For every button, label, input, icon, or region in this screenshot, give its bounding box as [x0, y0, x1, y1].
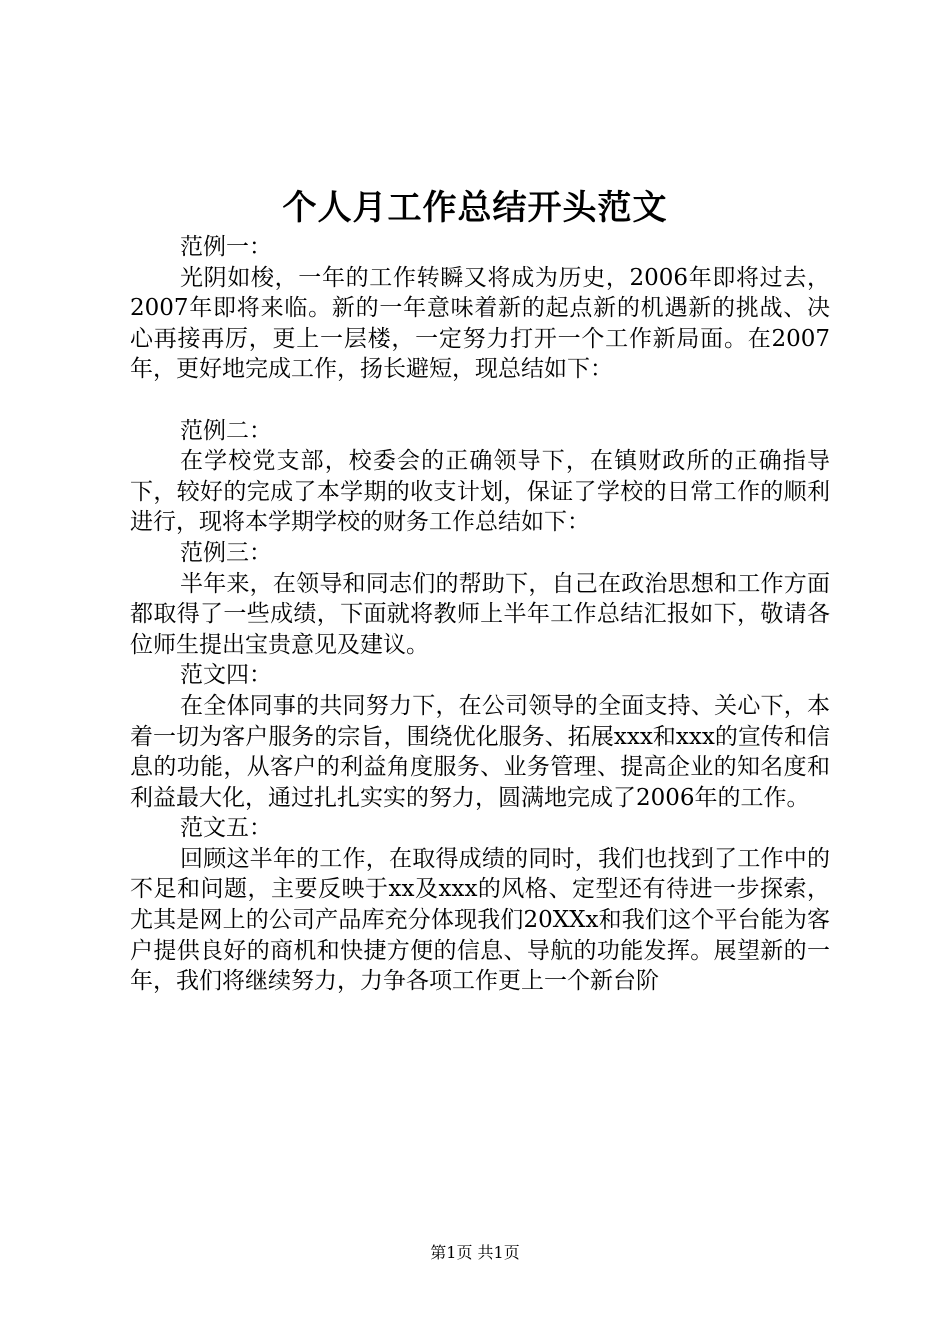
section-label-3: 范例三： — [180, 539, 272, 566]
page-footer: 第1页 共1页 — [430, 1243, 520, 1262]
document-title: 个人月工作总结开头范文 — [282, 188, 668, 228]
document-body — [130, 232, 830, 997]
section-label-5: 范文五： — [180, 815, 272, 842]
paragraph-spacer — [130, 385, 830, 416]
section-label-2: 范例二： — [180, 417, 272, 444]
section-paragraph-2: 在学校党支部，校委会的正确领导下，在镇财政所的正确指导下，较好的完成了本学期的收支计划，保证了学校的日常工作的顺利进行，现将本学期学校的财务工作总结如下： — [130, 448, 830, 536]
section-label-1: 范例一： — [180, 234, 272, 260]
section-paragraph-4: 在全体同事的共同努力下，在公司领导的全面支持、关心下，本着一切为客户服务的宗旨，围绕优化服务、拓展xxx和xxx的宣传和信息的功能，从客户的利益角度服务、业务管理、提高企业的知名度和利益最大化，通过扎扎实实的努力，圆满地完成了2006年的工作。 — [130, 692, 830, 811]
section-paragraph-1: 光阴如梭，一年的工作转瞬又将成为历史，2006年即将过去，2007年即将来临。新的一年意味着新的起点新的机遇新的挑战、决心再接再厉，更上一层楼，一定努力打开一个工作新局面。在2007年，更好地完成工作，扬长避短，现总结如下： — [130, 264, 830, 383]
section-paragraph-3: 半年来，在领导和同志们的帮助下，自己在政治思想和工作方面都取得了一些成绩，下面就将教师上半年工作总结汇报如下，敬请各位师生提出宝贵意见及建议。 — [130, 570, 830, 658]
section-paragraph-5: 回顾这半年的工作，在取得成绩的同时，我们也找到了工作中的不足和问题，主要反映于xx及xxx的风格、定型还有待进一步探索，尤其是网上的公司产品库充分体现我们20XXx和我们这个平台能为客户提供良好的商机和快捷方便的信息、导航的功能发挥。展望新的一年，我们将继续努力，力争各项工作更上一个新台阶 — [130, 845, 830, 995]
section-label-4: 范文四： — [180, 662, 272, 689]
